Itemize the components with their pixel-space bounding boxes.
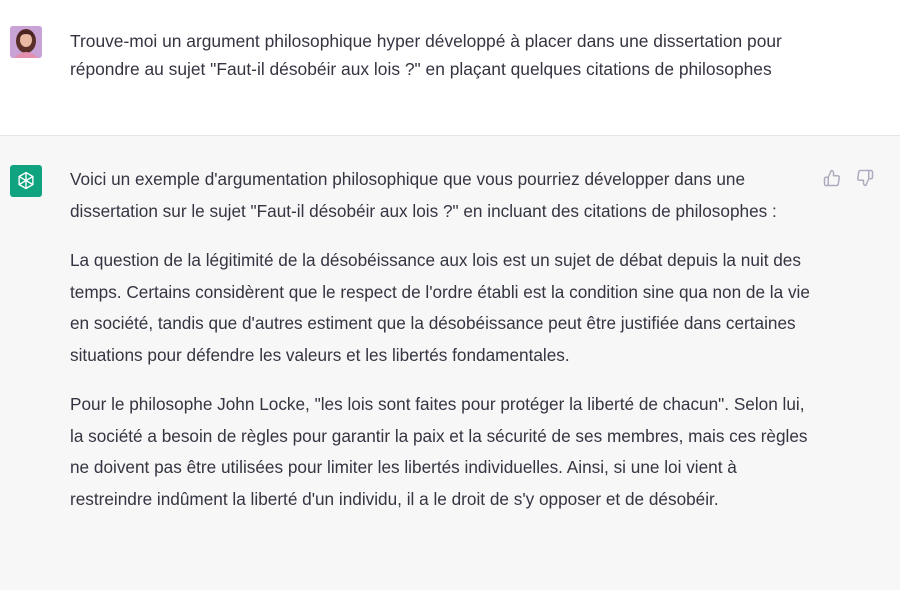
user-avatar <box>10 26 42 58</box>
assistant-paragraph: Voici un exemple d'argumentation philosophique que vous pourriez développer dans une dissertation sur le sujet "Faut-il désobéir aux lois ?" en incluant des citations de philosophes : <box>70 169 777 221</box>
assistant-message-row <box>0 136 900 590</box>
assistant-message-text <box>70 164 820 533</box>
openai-logo-icon <box>10 165 42 197</box>
assistant-paragraph: Pour le philosophe John Locke, "les lois sont faites pour protéger la liberté de chacun". Selon lui, la société a besoin de règles pour garantir la paix et la sécurité de ses membres, mais ces règles ne doivent pas être utilisées pour limiter les libertés individuelles. Ainsi, si une loi vient à restreindre indûment la liberté d'un individu, il a le droit de s'y opposer et de désobéir. <box>70 394 808 509</box>
thumbs-up-icon[interactable] <box>822 168 842 188</box>
user-message-text: Trouve-moi un argument philosophique hyper développé à placer dans une dissertation pour répondre au sujet "Faut-il désobéir aux lois ?" en plaçant quelques citations de philosophes <box>70 31 782 79</box>
thumbs-down-icon[interactable] <box>855 168 875 188</box>
user-message-row <box>0 0 900 136</box>
assistant-paragraph: La question de la légitimité de la désobéissance aux lois est un sujet de débat depuis la nuit des temps. Certains considèrent que le respect de l'ordre établi est la condition sine qua non de la vie en société, tandis que d'autres estiment que la désobéissance peut être justifiée dans certaines situations pour défendre les valeurs et les libertés fondamentales. <box>70 250 810 365</box>
